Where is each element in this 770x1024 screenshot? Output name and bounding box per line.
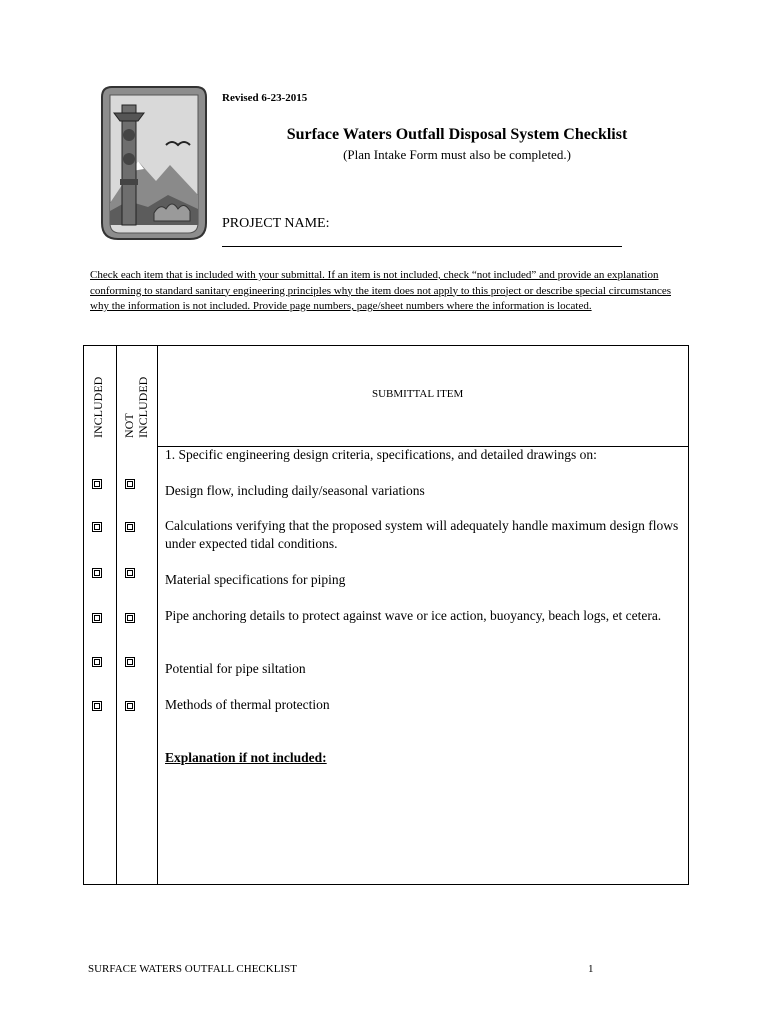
- column-header-not-included-line1: NOT: [122, 413, 136, 438]
- list-item: Design flow, including daily/seasonal variations: [165, 483, 425, 498]
- not-included-checkbox-5[interactable]: [125, 657, 135, 667]
- not-included-checkbox-4[interactable]: [125, 613, 135, 623]
- table-divider: [116, 346, 117, 884]
- column-header-included: INCLUDED: [91, 376, 105, 438]
- included-checkbox-1[interactable]: [92, 479, 102, 489]
- project-name-label: PROJECT NAME:: [222, 216, 330, 231]
- not-included-checkbox-3[interactable]: [125, 568, 135, 578]
- column-header-not-included-line2: INCLUDED: [136, 376, 150, 438]
- column-header-submittal-item: SUBMITTAL ITEM: [372, 388, 464, 400]
- page-title: Surface Waters Outfall Disposal System Checklist: [286, 126, 628, 143]
- included-checkbox-5[interactable]: [92, 657, 102, 667]
- footer-label: SURFACE WATERS OUTFALL CHECKLIST: [88, 963, 297, 975]
- included-checkbox-4[interactable]: [92, 613, 102, 623]
- table-divider: [157, 346, 158, 884]
- explanation-label: Explanation if not included:: [165, 750, 327, 765]
- section-heading: 1. Specific engineering design criteria, specifications, and detailed drawings on:: [165, 447, 597, 462]
- not-included-checkbox-1[interactable]: [125, 479, 135, 489]
- project-name-field[interactable]: [222, 246, 622, 247]
- list-item: Potential for pipe siltation: [165, 661, 306, 676]
- list-item: Calculations verifying that the proposed system will adequately handle maximum design flows under expected tidal conditions.: [165, 518, 679, 551]
- page-subtitle: (Plan Intake Form must also be completed.): [343, 147, 571, 162]
- list-item: Methods of thermal protection: [165, 697, 330, 712]
- included-checkbox-3[interactable]: [92, 568, 102, 578]
- instructions: Check each item that is included with your submittal. If an item is not included, check “not included” and provide an explanation conforming to standard sanitary engineering principles why the item does not apply to this project or describe special circumstances why the information is not included. Provide page numbers, page/sheet numbers where the information is located.: [90, 269, 671, 312]
- page-number: 1: [588, 963, 594, 975]
- included-checkbox-2[interactable]: [92, 522, 102, 532]
- included-checkbox-6[interactable]: [92, 701, 102, 711]
- list-item: Material specifications for piping: [165, 572, 346, 587]
- not-included-checkbox-6[interactable]: [125, 701, 135, 711]
- not-included-checkbox-2[interactable]: [125, 522, 135, 532]
- list-item: Pipe anchoring details to protect against wave or ice action, buoyancy, beach logs, et cetera.: [165, 608, 662, 623]
- revised-date: Revised 6-23-2015: [222, 92, 308, 104]
- agency-logo-icon: [98, 83, 210, 243]
